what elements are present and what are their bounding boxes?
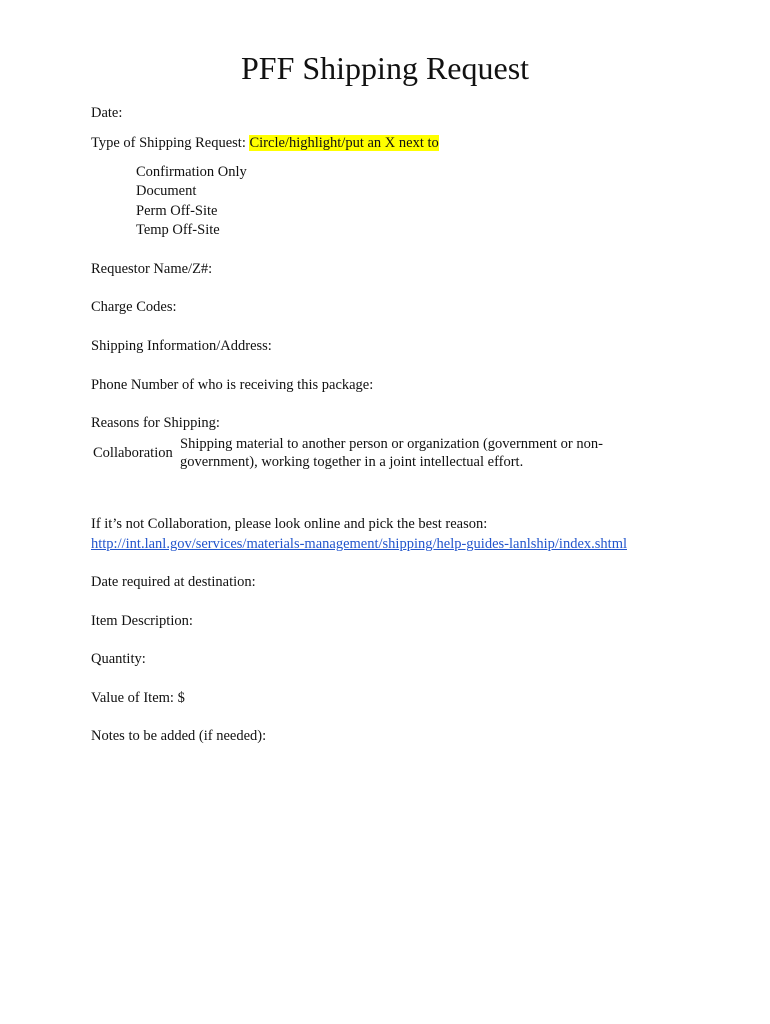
option-temp-off-site[interactable]: Temp Off-Site bbox=[136, 222, 220, 238]
reason-description: Shipping material to another person or organization (government or non-government), working together in a joint intellectual effort. bbox=[180, 436, 603, 470]
option-perm-off-site[interactable]: Perm Off-Site bbox=[136, 203, 218, 219]
shipping-info-label: Shipping Information/Address: bbox=[91, 338, 272, 354]
date-required-label: Date required at destination: bbox=[91, 574, 256, 590]
charge-codes-label: Charge Codes: bbox=[91, 299, 177, 315]
quantity-label: Quantity: bbox=[91, 651, 146, 667]
date-label: Date: bbox=[91, 105, 123, 121]
shipping-type-row bbox=[91, 134, 439, 152]
option-document[interactable]: Document bbox=[136, 183, 197, 199]
shipping-type-instruction: Circle/highlight/put an X next to bbox=[249, 135, 439, 151]
value-label: Value of Item: $ bbox=[91, 690, 185, 706]
reasons-label: Reasons for Shipping: bbox=[91, 415, 220, 431]
item-description-label: Item Description: bbox=[91, 613, 193, 629]
page-title: PFF Shipping Request bbox=[240, 50, 530, 86]
notes-label: Notes to be added (if needed): bbox=[91, 728, 267, 744]
option-confirmation-only[interactable]: Confirmation Only bbox=[136, 164, 247, 180]
phone-label: Phone Number of who is receiving this package: bbox=[91, 377, 374, 393]
shipping-type-label: Type of Shipping Request: bbox=[91, 135, 250, 151]
requestor-label: Requestor Name/Z#: bbox=[91, 261, 213, 277]
not-collaboration-text: If it’s not Collaboration, please look online and pick the best reason: bbox=[91, 516, 488, 532]
reason-name: Collaboration bbox=[93, 445, 173, 461]
help-guides-link[interactable]: http://int.lanl.gov/services/materials-management/shipping/help-guides-lanlship/index.shtml bbox=[91, 536, 627, 552]
